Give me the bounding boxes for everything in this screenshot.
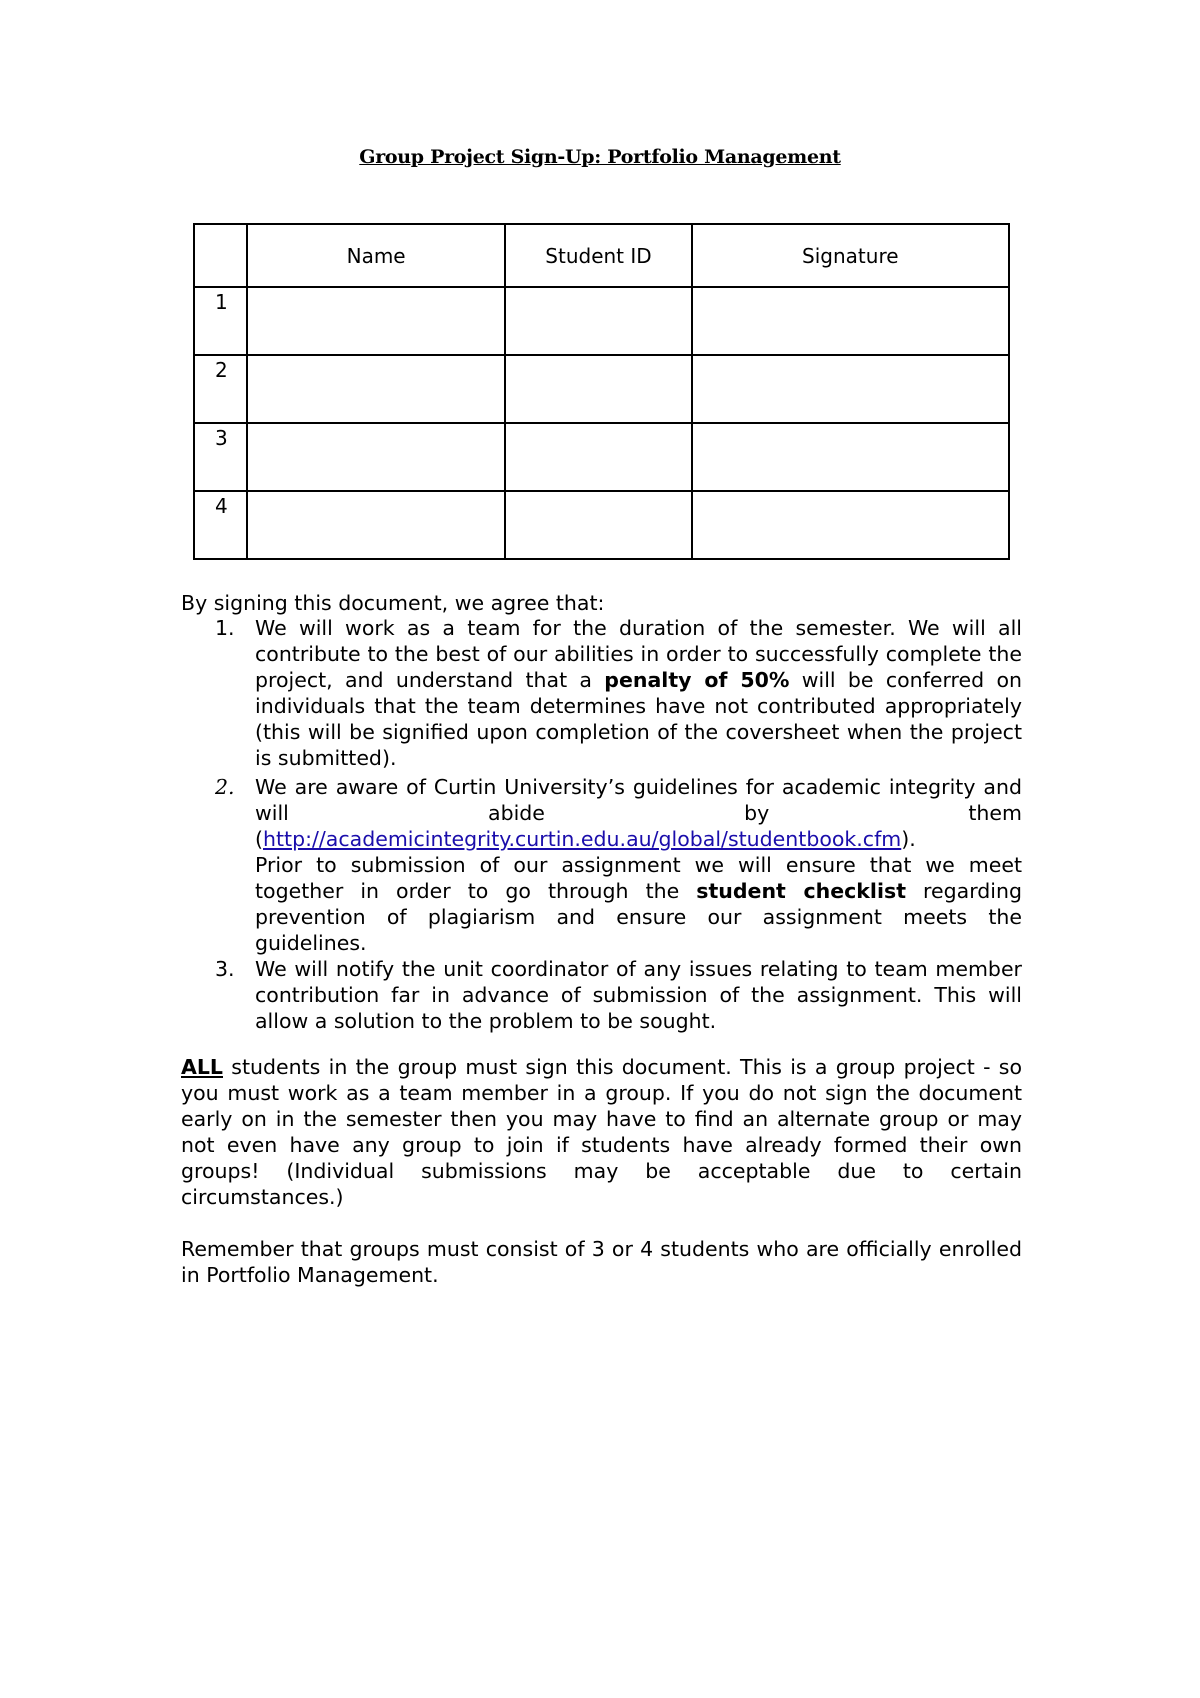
all-students-text: students in the group must sign this document. This is a group project - so you must work as a team member in a group. If you do not sign the document early on in the semester then you may have to find an alternate group or may not even have any group to join if students have already formed their own groups! (Individual submissions may be acceptable due to certain circumstances.): [181, 1055, 1022, 1209]
name-cell[interactable]: [247, 355, 506, 423]
table-row: [194, 287, 1009, 355]
page-title: Group Project Sign-Up: Portfolio Management: [359, 146, 841, 168]
row-number-cell: [194, 355, 247, 423]
signup-table: [193, 223, 1010, 560]
row-number: 4: [215, 494, 228, 518]
list-number: 3.: [215, 957, 235, 981]
name-cell[interactable]: [247, 287, 506, 355]
signature-cell[interactable]: [692, 423, 1009, 491]
student-id-cell[interactable]: [505, 287, 691, 355]
table-row: [194, 491, 1009, 559]
all-emphasis: ALL: [181, 1055, 223, 1079]
list-number: 2.: [215, 775, 235, 799]
signature-cell[interactable]: [692, 287, 1009, 355]
row-number: 2: [215, 358, 228, 382]
table-row: [194, 423, 1009, 491]
name-cell[interactable]: [247, 491, 506, 559]
list-number: 1.: [215, 616, 235, 640]
item-2-text-a: We are aware of Curtin University’s guidelines for academic integrity and will abide by them (: [255, 775, 1022, 851]
student-id-cell[interactable]: [505, 423, 691, 491]
item-1-text-b: will be conferred on individuals that the team determines have not contributed appropriately (this will be signified upon completion of the coversheet when the project is submitted).: [255, 668, 1022, 770]
header-student-id: Student ID: [505, 224, 691, 287]
item-1-text-a: We will work as a team for the duration of the semester. We will all contribute to the best of our abilities in order to successfully complete the project, and understand that a: [255, 616, 1022, 692]
item-2-text-c: Prior to submission of our assignment we will ensure that we meet together in order to go through the: [255, 853, 1022, 903]
remember-paragraph: Remember that groups must consist of 3 or 4 students who are officially enrolled in Portfolio Management.: [181, 1237, 1022, 1287]
academic-integrity-link[interactable]: http://academicintegrity.curtin.edu.au/global/studentbook.cfm: [263, 827, 902, 851]
item-3-text: We will notify the unit coordinator of any issues relating to team member contribution far in advance of submission of the assignment. This will allow a solution to the problem to be sought.: [255, 957, 1022, 1033]
row-number-cell: [194, 491, 247, 559]
row-number-cell: [194, 423, 247, 491]
header-name: Name: [247, 224, 506, 287]
item-2-text-b: ).: [901, 827, 916, 851]
header-number: [194, 224, 247, 287]
item-2-text-d: regarding prevention of plagiarism and ensure our assignment meets the guidelines.: [255, 879, 1022, 955]
table-header-row: [194, 224, 1009, 287]
table-row: [194, 355, 1009, 423]
list-item: [181, 615, 1022, 771]
penalty-emphasis: penalty of 50%: [604, 668, 790, 692]
agreement-intro: By signing this document, we agree that:: [181, 591, 605, 615]
header-signature: Signature: [692, 224, 1009, 287]
list-item: [181, 956, 1022, 1034]
row-number: 1: [215, 290, 228, 314]
student-id-cell[interactable]: [505, 491, 691, 559]
signature-cell[interactable]: [692, 355, 1009, 423]
row-number: 3: [215, 426, 228, 450]
student-id-cell[interactable]: [505, 355, 691, 423]
row-number-cell: [194, 287, 247, 355]
agreement-list: [181, 615, 1022, 1034]
list-item: [181, 774, 1022, 956]
all-students-paragraph: [181, 1054, 1022, 1210]
signature-cell[interactable]: [692, 491, 1009, 559]
checklist-emphasis: student checklist: [696, 879, 906, 903]
name-cell[interactable]: [247, 423, 506, 491]
